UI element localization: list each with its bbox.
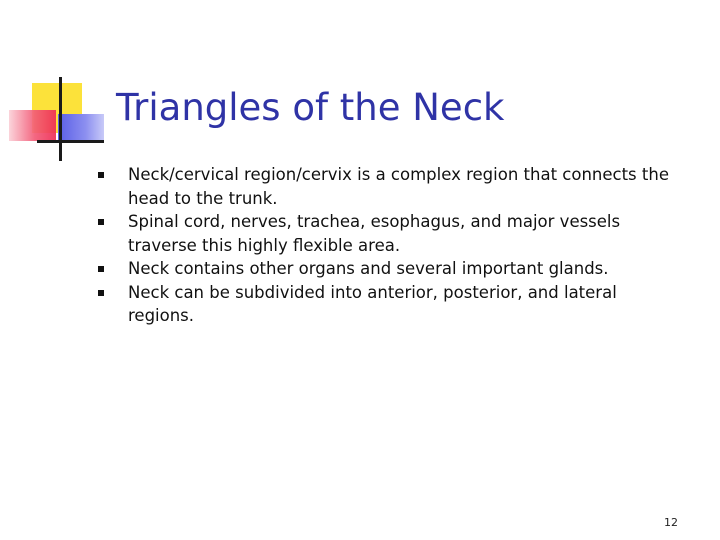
square-bullet-icon: [98, 290, 104, 296]
square-bullet-icon: [98, 219, 104, 225]
bullet-item: [98, 281, 678, 328]
bullet-item: [98, 210, 678, 257]
bullet-list: [98, 163, 678, 328]
page-number: 12: [664, 516, 678, 529]
template-logo-graphic: [0, 0, 120, 170]
bullet-item: [98, 163, 678, 210]
logo-blue-bar: [58, 114, 104, 142]
bullet-text: Neck contains other organs and several important glands.: [128, 259, 609, 278]
bullet-text: Neck/cervical region/cervix is a complex region that connects the head to the trunk.: [128, 165, 669, 208]
logo-horizontal-line: [37, 140, 104, 143]
logo-red-bar: [9, 110, 56, 141]
slide-title: Triangles of the Neck: [116, 86, 505, 129]
bullet-item: [98, 257, 678, 281]
bullet-text: Neck can be subdivided into anterior, posterior, and lateral regions.: [128, 282, 617, 325]
logo-vertical-line: [59, 77, 62, 161]
square-bullet-icon: [98, 266, 104, 272]
bullet-text: Spinal cord, nerves, trachea, esophagus, and major vessels traverse this highly flexible area.: [128, 212, 621, 255]
square-bullet-icon: [98, 172, 104, 178]
